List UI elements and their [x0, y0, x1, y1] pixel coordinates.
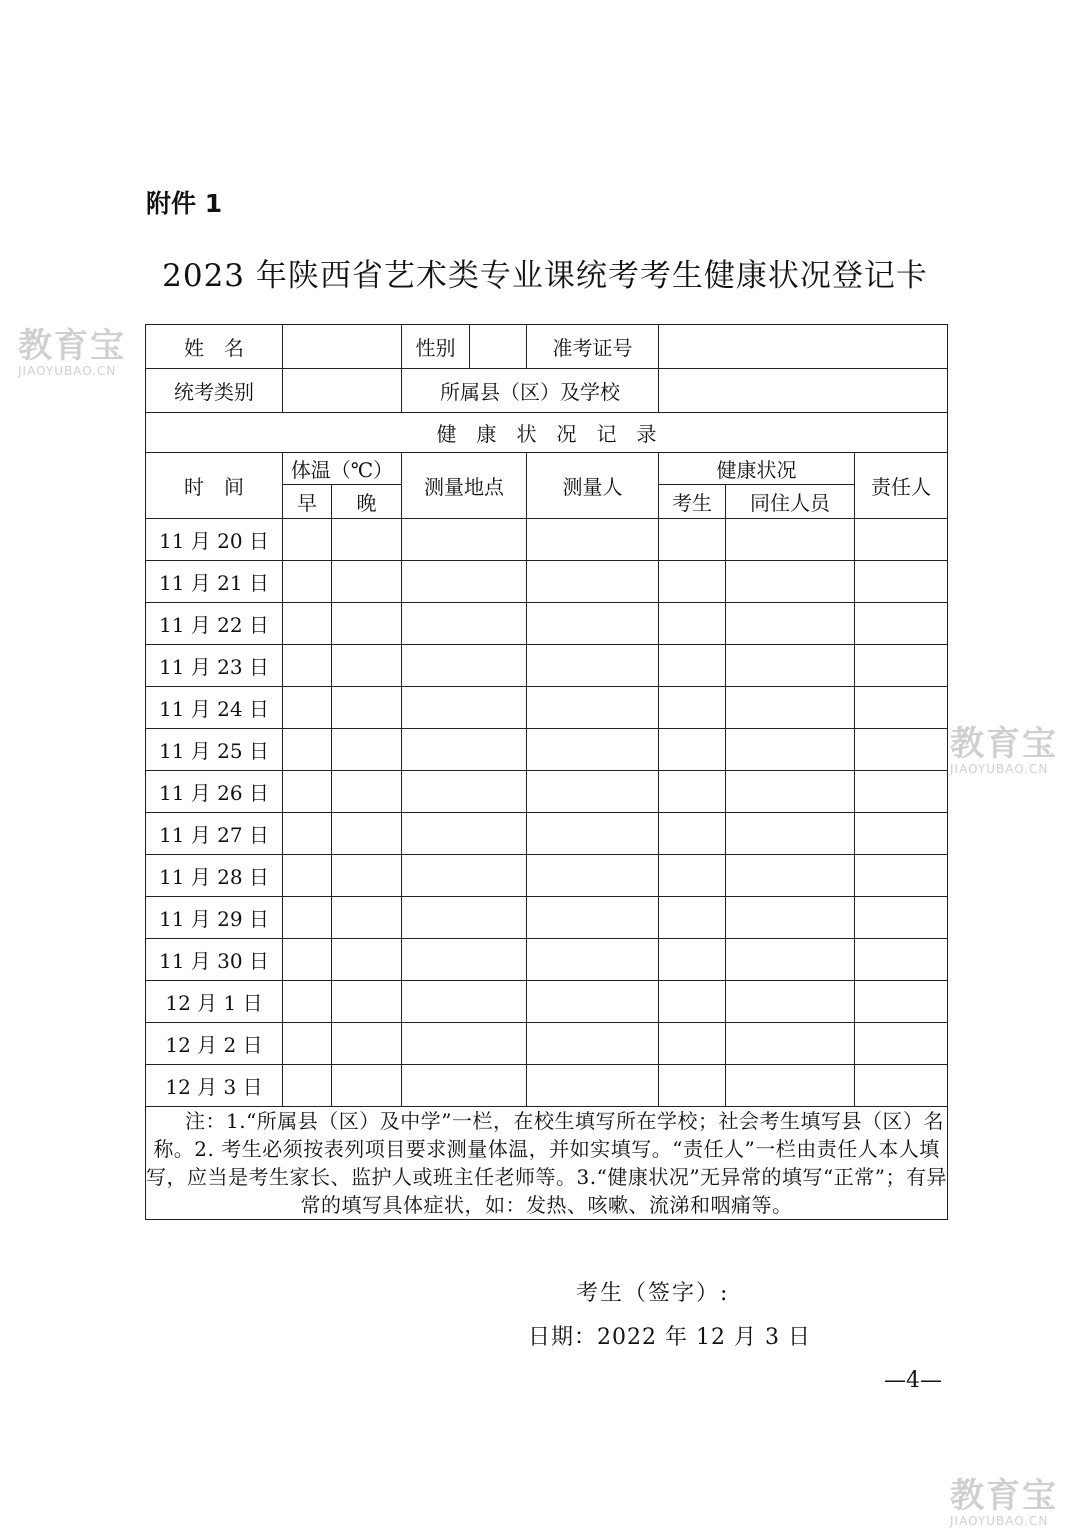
table-row [146, 1065, 948, 1107]
cohabitants-health-cell[interactable] [726, 519, 855, 561]
temp-morning-cell[interactable] [283, 645, 332, 687]
name-label: 姓 名 [146, 325, 283, 369]
place-cell[interactable] [402, 1023, 527, 1065]
temp-morning-cell[interactable] [283, 687, 332, 729]
temp-morning-cell[interactable] [283, 519, 332, 561]
temp-evening-cell[interactable] [332, 645, 402, 687]
cohabitants-health-cell[interactable] [726, 603, 855, 645]
col-place-header: 测量地点 [402, 453, 527, 519]
place-cell[interactable] [402, 603, 527, 645]
measurer-cell[interactable] [527, 729, 659, 771]
examinee-health-cell[interactable] [659, 519, 726, 561]
col-examinee-header: 考生 [659, 485, 726, 519]
watermark-logo: 教育宝 JIAOYUBAO.CN [950, 724, 1058, 776]
document-title: 2023 年陕西省艺术类专业课统考考生健康状况登记卡 [162, 258, 928, 294]
temp-morning-cell[interactable] [283, 813, 332, 855]
place-cell[interactable] [402, 561, 527, 603]
place-cell[interactable] [402, 939, 527, 981]
table-row [146, 813, 948, 855]
measurer-cell[interactable] [527, 519, 659, 561]
watermark-logo: 教育宝 JIAOYUBAO.CN [950, 1476, 1058, 1528]
measurer-cell[interactable] [527, 855, 659, 897]
county-school-label: 所属县（区）及学校 [402, 369, 659, 413]
row-date: 11 月 21 日 [146, 561, 283, 603]
cohabitants-health-cell[interactable] [726, 1065, 855, 1107]
cohabitants-health-cell[interactable] [726, 855, 855, 897]
responsible-cell[interactable] [855, 561, 948, 603]
responsible-cell[interactable] [855, 897, 948, 939]
ticket-field[interactable] [659, 325, 948, 369]
row-date: 11 月 22 日 [146, 603, 283, 645]
responsible-cell[interactable] [855, 729, 948, 771]
col-cohabitants-header: 同住人员 [726, 485, 855, 519]
table-row [146, 603, 948, 645]
temp-evening-cell[interactable] [332, 771, 402, 813]
measurer-cell[interactable] [527, 687, 659, 729]
page-number: —4— [884, 1368, 942, 1393]
note-text [146, 1107, 948, 1220]
row-date: 11 月 20 日 [146, 519, 283, 561]
date-rows [146, 519, 948, 1107]
table-row [146, 771, 948, 813]
temp-evening-cell[interactable] [332, 813, 402, 855]
responsible-cell[interactable] [855, 1023, 948, 1065]
temp-morning-cell[interactable] [283, 561, 332, 603]
table-row [146, 687, 948, 729]
col-temp-header: 体温（℃） [283, 453, 402, 485]
health-registration-table [145, 324, 948, 1220]
temp-evening-cell[interactable] [332, 603, 402, 645]
examinee-health-cell[interactable] [659, 1065, 726, 1107]
place-cell[interactable] [402, 519, 527, 561]
row-date: 12 月 1 日 [146, 981, 283, 1023]
cohabitants-health-cell[interactable] [726, 939, 855, 981]
place-cell[interactable] [402, 687, 527, 729]
place-cell[interactable] [402, 729, 527, 771]
exam-type-field[interactable] [283, 369, 402, 413]
examinee-health-cell[interactable] [659, 981, 726, 1023]
table-row [146, 981, 948, 1023]
row-date: 11 月 28 日 [146, 855, 283, 897]
cohabitants-health-cell[interactable] [726, 561, 855, 603]
responsible-cell[interactable] [855, 519, 948, 561]
examinee-health-cell[interactable] [659, 687, 726, 729]
examinee-health-cell[interactable] [659, 603, 726, 645]
date-line: 日期：2022 年 12 月 3 日 [528, 1325, 811, 1350]
row-date: 11 月 25 日 [146, 729, 283, 771]
row-date: 11 月 24 日 [146, 687, 283, 729]
note-body: 注：1.“所属县（区）及中学”一栏，在校生填写所在学校；社会考生填写县（区）名称。2. 考生必须按表列项目要求测量体温，并如实填写。“责任人”一栏由责任人本人填写，应当是考生家长、监护人或班主任老师等。3.“健康状况”无异常的填写“正常”；有异常的填写具体症状，如：发热、咳嗽、流涕和咽痛等。 [146, 1109, 947, 1217]
row-date: 12 月 3 日 [146, 1065, 283, 1107]
measurer-cell[interactable] [527, 981, 659, 1023]
county-school-field[interactable] [659, 369, 948, 413]
cohabitants-health-cell[interactable] [726, 981, 855, 1023]
attachment-label: 附件 1 [146, 189, 223, 218]
temp-morning-cell[interactable] [283, 771, 332, 813]
table-row [146, 939, 948, 981]
measurer-cell[interactable] [527, 939, 659, 981]
cohabitants-health-cell[interactable] [726, 1023, 855, 1065]
place-cell[interactable] [402, 645, 527, 687]
temp-evening-cell[interactable] [332, 561, 402, 603]
temp-evening-cell[interactable] [332, 519, 402, 561]
responsible-cell[interactable] [855, 645, 948, 687]
measurer-cell[interactable] [527, 561, 659, 603]
temp-morning-cell[interactable] [283, 855, 332, 897]
temp-morning-cell[interactable] [283, 603, 332, 645]
table-row [146, 897, 948, 939]
table-row [146, 645, 948, 687]
temp-morning-cell[interactable] [283, 1065, 332, 1107]
col-evening-header: 晚 [332, 485, 402, 519]
measurer-cell[interactable] [527, 813, 659, 855]
temp-evening-cell[interactable] [332, 981, 402, 1023]
responsible-cell[interactable] [855, 855, 948, 897]
temp-evening-cell[interactable] [332, 1023, 402, 1065]
record-section-title: 健 康 状 况 记 录 [146, 413, 948, 453]
responsible-cell[interactable] [855, 813, 948, 855]
table-row [146, 729, 948, 771]
responsible-cell[interactable] [855, 603, 948, 645]
responsible-cell[interactable] [855, 771, 948, 813]
col-measurer-header: 测量人 [527, 453, 659, 519]
cohabitants-health-cell[interactable] [726, 813, 855, 855]
examinee-health-cell[interactable] [659, 729, 726, 771]
examinee-health-cell[interactable] [659, 771, 726, 813]
temp-morning-cell[interactable] [283, 729, 332, 771]
table-row [146, 1023, 948, 1065]
responsible-cell[interactable] [855, 981, 948, 1023]
temp-morning-cell[interactable] [283, 981, 332, 1023]
name-field[interactable] [283, 325, 402, 369]
gender-field[interactable] [470, 325, 527, 369]
table-row [146, 561, 948, 603]
gender-label: 性别 [402, 325, 470, 369]
col-responsible-header: 责任人 [855, 453, 948, 519]
measurer-cell[interactable] [527, 1065, 659, 1107]
ticket-label: 准考证号 [527, 325, 659, 369]
examinee-health-cell[interactable] [659, 645, 726, 687]
table-row [146, 519, 948, 561]
exam-type-label: 统考类别 [146, 369, 283, 413]
temp-evening-cell[interactable] [332, 687, 402, 729]
examinee-health-cell[interactable] [659, 855, 726, 897]
temp-evening-cell[interactable] [332, 1065, 402, 1107]
col-morning-header: 早 [283, 485, 332, 519]
place-cell[interactable] [402, 981, 527, 1023]
col-time-header: 时 间 [146, 453, 283, 519]
table-row [146, 855, 948, 897]
signature-label: 考生（签字）: [576, 1281, 730, 1306]
place-cell[interactable] [402, 813, 527, 855]
temp-evening-cell[interactable] [332, 897, 402, 939]
examinee-health-cell[interactable] [659, 897, 726, 939]
temp-evening-cell[interactable] [332, 939, 402, 981]
temp-morning-cell[interactable] [283, 1023, 332, 1065]
place-cell[interactable] [402, 771, 527, 813]
examinee-health-cell[interactable] [659, 939, 726, 981]
measurer-cell[interactable] [527, 645, 659, 687]
watermark-logo: 教育宝 JIAOYUBAO.CN [18, 326, 126, 378]
row-date: 12 月 2 日 [146, 1023, 283, 1065]
place-cell[interactable] [402, 1065, 527, 1107]
examinee-health-cell[interactable] [659, 1023, 726, 1065]
measurer-cell[interactable] [527, 771, 659, 813]
row-date: 11 月 30 日 [146, 939, 283, 981]
responsible-cell[interactable] [855, 939, 948, 981]
responsible-cell[interactable] [855, 687, 948, 729]
cohabitants-health-cell[interactable] [726, 687, 855, 729]
temp-morning-cell[interactable] [283, 897, 332, 939]
cohabitants-health-cell[interactable] [726, 645, 855, 687]
measurer-cell[interactable] [527, 897, 659, 939]
cohabitants-health-cell[interactable] [726, 771, 855, 813]
responsible-cell[interactable] [855, 1065, 948, 1107]
examinee-health-cell[interactable] [659, 561, 726, 603]
row-date: 11 月 29 日 [146, 897, 283, 939]
examinee-health-cell[interactable] [659, 813, 726, 855]
temp-evening-cell[interactable] [332, 855, 402, 897]
measurer-cell[interactable] [527, 1023, 659, 1065]
col-health-header: 健康状况 [659, 453, 855, 485]
row-date: 11 月 27 日 [146, 813, 283, 855]
row-date: 11 月 26 日 [146, 771, 283, 813]
temp-morning-cell[interactable] [283, 939, 332, 981]
row-date: 11 月 23 日 [146, 645, 283, 687]
measurer-cell[interactable] [527, 603, 659, 645]
place-cell[interactable] [402, 897, 527, 939]
temp-evening-cell[interactable] [332, 729, 402, 771]
cohabitants-health-cell[interactable] [726, 729, 855, 771]
cohabitants-health-cell[interactable] [726, 897, 855, 939]
place-cell[interactable] [402, 855, 527, 897]
